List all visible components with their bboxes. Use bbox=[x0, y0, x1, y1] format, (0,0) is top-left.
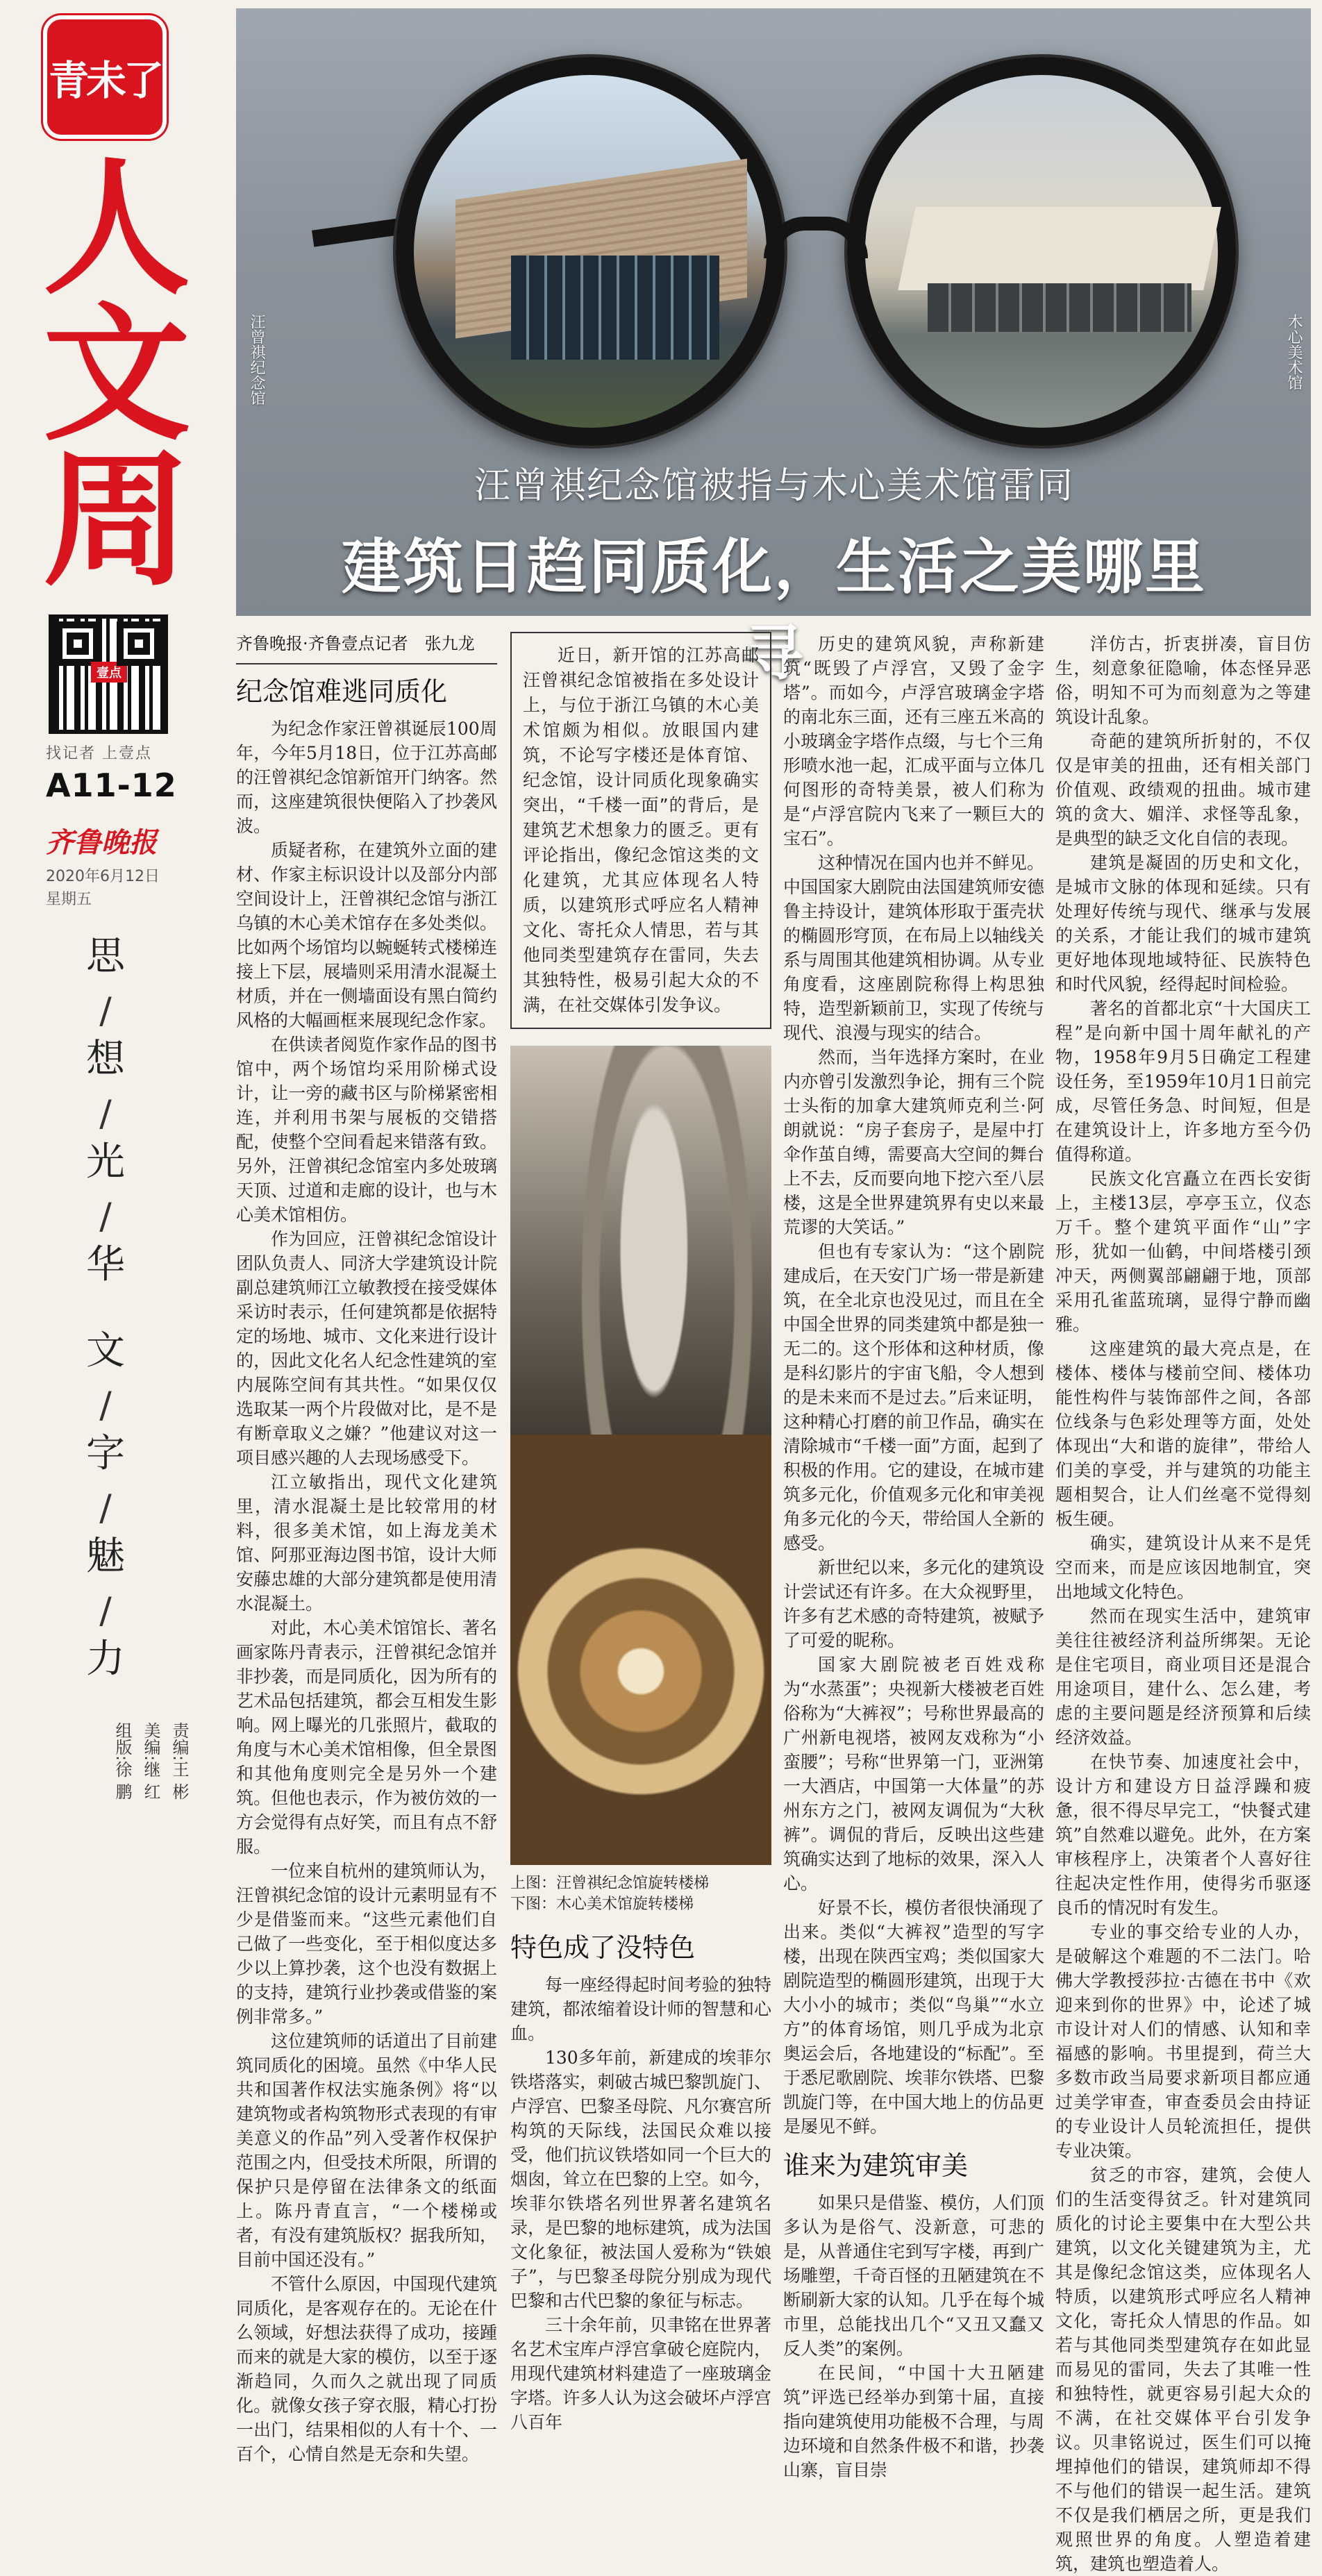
slogan-divider: / bbox=[99, 1385, 112, 1426]
paragraph: 洋仿古，折衷拼凑，盲目仿生，刻意象征隐喻，体态怪异恶俗，明知不可为而刻意为之等建筑设计乱象。 bbox=[1055, 634, 1311, 727]
paragraph: 在民间，“中国十大丑陋建筑”评选已经举办到第十届，直接指向建筑使用功能极不合理，与周边环境和自然条件极不和谐，抄袭山寨，盲目崇 bbox=[783, 2363, 1044, 2480]
paragraph: 质疑者称，在建筑外立面的建材、作家主标识设计以及部分内部空间设计上，汪曾祺纪念馆与浙江乌镇的木心美术馆存在多处类似。比如两个场馆均以蜿蜒转式楼梯连接上下层，展墙则采用清水混凝土材质，并在一侧墙面设有黑白简约风格的大幅画框来展现纪念作家。 bbox=[236, 840, 497, 1030]
art-museum-windows bbox=[928, 283, 1191, 332]
qr-code[interactable] bbox=[49, 614, 168, 734]
paper-name: 齐鲁晚报 bbox=[46, 826, 157, 859]
paragraph: 如果只是借鉴、模仿，人们顶多认为是俗气、没新意，可悲的是，从普通住宅到写字楼，再到广场雕塑，千奇百怪的丑陋建筑在不断刷新大家的认知。几乎在每个城市里，总能找出几个“又丑又蠢又反人类”的案例。 bbox=[783, 2193, 1044, 2359]
qr-badge: 壹点 bbox=[91, 662, 127, 683]
editor-credits bbox=[112, 1722, 192, 1800]
masthead-title-char: 周 bbox=[43, 435, 190, 606]
slogan-char: 力 bbox=[86, 1637, 125, 1682]
brand-logo: 青未了 bbox=[43, 15, 167, 139]
photo-caption bbox=[510, 1873, 771, 1915]
paragraph: 然而，当年选择方案时，在业内亦曾引发激烈争论，拥有三个院士头衔的加拿大建筑师克利兰·阿朗就说：“房子套房子，是屋中打伞作茧自缚，需要高大空间的舞台上不去，反而要向地下挖六至八层楼，这是全世界建筑界有史以来最荒谬的大笑话。” bbox=[783, 1047, 1044, 1237]
paragraph: 著名的首都北京“十大国庆工程”是向新中国十周年献礼的产物，1958年9月5日确定工程建设任务，至1959年10月1日前完成，尽管任务急、时间短，但是在建筑设计上，许多地方至今仍值得称道。 bbox=[1055, 998, 1311, 1164]
article-column-3 bbox=[783, 632, 1044, 2482]
issue-weekday: 星期五 bbox=[46, 891, 92, 908]
paragraph: 建筑是凝固的历史和文化，是城市文脉的体现和延续。只有处理好传统与现代、继承与发展的关系，才能让我们的城市建筑更好地体现地域特征、民族特色和时代风貌，经得起时间检验。 bbox=[1055, 853, 1311, 994]
page-range: A11-12 bbox=[46, 767, 177, 804]
paragraph: 然而在现实生活中，建筑审美往往被经济利益所绑架。无论是住宅项目，商业项目还是混合用途项目，建什么、怎么建，考虑的主要问题是经济预算和后续经济效益。 bbox=[1055, 1606, 1311, 1748]
slogan-char: 思 bbox=[86, 934, 125, 979]
editor-credit: 美编:继 红 bbox=[141, 1722, 160, 1800]
slogan-divider: / bbox=[99, 1196, 112, 1237]
slogan-char: 光 bbox=[86, 1139, 125, 1185]
section-heading: 谁来为建筑审美 bbox=[783, 2150, 969, 2181]
editor-credit: 组版:徐 鹏 bbox=[112, 1722, 132, 1800]
paragraph: 在快节奏、加速度社会中，设计方和建设方日益浮躁和疲惫，很不得尽早完工，“快餐式建筑”自然难以避免。此外，在方案审核程序上，决策者个人喜好往往起决定性作用，使得劣币驱逐良币的情况时有发生。 bbox=[1055, 1752, 1311, 1918]
paragraph: 作为回应，汪曾祺纪念馆设计团队负责人、同济大学建筑设计院副总建筑师江立敏教授在接受媒体采访时表示，任何建筑都是依据特定的场地、城市、文化来进行设计的，因此文化名人纪念性建筑的室内展陈空间有其共性。“如果仅仅选取某一两个片段做对比，是不是有断章取义之嫌？”他建议对这一项目感兴趣的人去现场感受下。 bbox=[236, 1229, 497, 1468]
paragraph: 江立敏指出，现代文化建筑里，清水混凝土是比较常用的材料，很多美术馆，如上海龙美术馆、阿那亚海边图书馆，设计大师安藤忠雄的大部分建筑都是使用清水混凝土。 bbox=[236, 1472, 497, 1614]
byline: 齐鲁晚报·齐鲁壹点记者 张九龙 bbox=[236, 632, 497, 664]
paragraph: 每一座经得起时间考验的独特建筑，都浓缩着设计师的智慧和心血。 bbox=[510, 1975, 771, 2043]
staircase-photo bbox=[510, 1046, 771, 1865]
editor-credit: 责编:王 彬 bbox=[169, 1722, 189, 1800]
paragraph: 130多年前，新建成的埃菲尔铁塔落实，刺破古城巴黎凯旋门、卢浮宫、巴黎圣母院、凡尔赛宫所构筑的天际线，法国民众难以接受，他们抗议铁塔如同一个巨大的烟囱，耸立在巴黎的上空。如今，埃菲尔铁塔名列世界著名建筑名录，是巴黎的地标建筑，成为法国文化象征，被法国人爱称为“铁娘子”，与巴黎圣母院分别成为现代巴黎和古代巴黎的象征与标志。 bbox=[510, 2048, 771, 2311]
paragraph: 奇葩的建筑所折射的，不仅仅是审美的扭曲，还有相关部门价值观、政绩观的扭曲。城市建筑的贪大、媚洋、求怪等乱象，是典型的缺乏文化自信的表现。 bbox=[1055, 731, 1311, 848]
paragraph: 确实，建筑设计从来不是凭空而来，而是应该因地制宜，突出地域文化特色。 bbox=[1055, 1533, 1311, 1602]
photo-caption-top: 上图：汪曾祺纪念馆旋转楼梯 bbox=[510, 1875, 710, 1892]
paragraph: 新世纪以来，多元化的建筑设计尝试还有许多。在大众视野里，许多有艺术感的奇特建筑，被赋予了可爱的昵称。 bbox=[783, 1557, 1044, 1650]
article-column-1 bbox=[236, 632, 497, 2466]
art-museum-roof bbox=[898, 207, 1221, 290]
staircase-photo-bottom bbox=[510, 1435, 771, 1865]
paragraph: 不管什么原因，中国现代建筑同质化，是客观存在的。无论在什么领域，好想法获得了成功，接踵而来的就是大家的模仿，以至于逐渐趋同，久而久之就出现了同质化。就像女孩子穿衣服，精心打扮一出门，结果相似的人有十个、一百个，心情自然是无奈和失望。 bbox=[236, 2274, 497, 2464]
slogan-char: 魅 bbox=[86, 1534, 125, 1579]
article-column-4 bbox=[1055, 632, 1311, 2576]
paragraph: 在供读者阅览作家作品的图书馆中，两个场馆均采用阶梯式设计，让一旁的藏书区与阶梯紧密相连，并利用书架与展板的交错搭配，使整个空间看起来错落有致。另外，汪曾祺纪念馆室内多处玻璃天顶、过道和走廊的设计，也与木心美术馆相仿。 bbox=[236, 1035, 497, 1225]
masthead-title-char: 文 bbox=[43, 289, 190, 460]
lead-summary-box bbox=[510, 632, 771, 1029]
masthead bbox=[0, 0, 222, 2128]
paragraph: 这位建筑师的话道出了目前建筑同质化的困境。虽然《中华人民共和国著作权法实施条例》将“以建筑物或者构筑物形式表现的有审美意义的作品”列入受著作权保护范围之内，但受技术所限，所谓的保护只是停留在法律条文的纸面上。陈丹青直言，“一个楼梯或者，有没有建筑版权？据我所知，目前中国还没有。” bbox=[236, 2031, 497, 2270]
paragraph: 这座建筑的最大亮点是，在楼体、楼体与楼前空间、楼体功能性构件与装饰部件之间，各部位线条与色彩处理等方面，处处体现出“大和谐的旋律”，带给人们美的享受，并与建筑的功能主题相契合，让人们丝毫不觉得刻板生硬。 bbox=[1055, 1339, 1311, 1529]
paragraph: 对此，木心美术馆馆长、著名画家陈丹青表示，汪曾祺纪念馆并非抄袭，而是同质化，因为所有的艺术品包括建筑，都会互相发生影响。网上曝光的几张照片，截取的角度与木心美术馆相像，但全景图和其他角度则完全是另外一个建筑。但他也表示，作为被仿效的一方会觉得有点好笑，而且有点不舒服。 bbox=[236, 1618, 497, 1857]
slogan-divider: / bbox=[99, 1590, 112, 1632]
hero-label-left: 汪曾祺纪念馆 bbox=[248, 314, 265, 405]
paragraph: 一位来自杭州的建筑师认为，汪曾祺纪念馆的设计元素明显有不少是借鉴而来。“这些元素他们自己做了一些变化，至于相似度达多少以上算抄袭，这个也没有数据上的支持，建筑行业抄袭或借鉴的案例非常多。” bbox=[236, 1861, 497, 2027]
paragraph: 但也有专家认为：“这个剧院建成后，在天安门广场一带是新建筑，在全北京也没见过，而且在全中国全世界的同类建筑中都是独一无二的。这个形体和这种材质，像是科幻影片的宇宙飞船，令人想到的是未来而不是过去。”后来证明，这种精心打磨的前卫作品，确实在清除城市“千楼一面”方面，起到了积极的作用。它的建设，在城市建筑多元化，价值观多元化和审美视角多元化的今天，带给国人全新的感受。 bbox=[783, 1241, 1044, 1553]
slogan-divider: / bbox=[99, 1487, 112, 1529]
masthead-title-char: 人 bbox=[43, 143, 190, 315]
paragraph: 三十余年前，贝聿铭在世界著名艺术宝库卢浮宫拿破仑庭院内，用现代建筑材料建造了一座玻璃金字塔。许多人认为这会破坏卢浮宫八百年 bbox=[510, 2315, 771, 2432]
slogan-divider: / bbox=[99, 1093, 112, 1135]
paragraph: 贫乏的市容，建筑，会使人们的生活变得贫乏。针对建筑同质化的讨论主要集中在大型公共建筑，以文化关键建筑为主，尤其是像纪念馆这类，应体现名人特质，以建筑形式呼应名人精神文化，寄托众人情思的作品。如若与其他同类型建筑存在如此显而易见的雷同，失去了其唯一性和独特性，就更容易引起大众的不满，在社交媒体平台引发争议。贝聿铭说过，医生们可以掩埋掉他们的错误，建筑师却不得不与他们的错误一起生活。建筑不仅是我们栖居之所，更是我们观照世界的角度。人塑造着建筑，建筑也塑造着人。 bbox=[1055, 2165, 1311, 2574]
slogan-divider: / bbox=[99, 990, 112, 1032]
issue-date: 2020年6月12日 bbox=[46, 868, 160, 885]
paragraph: 国家大剧院被老百姓戏称为“水蒸蛋”；央视新大楼被老百姓俗称为“大裤衩”；号称世界最高的广州新电视塔，被网友戏称为“小蛮腰”；号称“世界第一门，亚洲第一大酒店，中国第一大体量”的苏州东方之门，被网友调侃为“大秋裤”。调侃的背后，反映出这些建筑确实达到了地标的效果，深入人心。 bbox=[783, 1655, 1044, 1893]
slogan-char: 字 bbox=[86, 1431, 125, 1476]
article-title: 建筑日趋同质化，生活之美哪里寻 bbox=[342, 533, 1207, 688]
slogan-char: 想 bbox=[86, 1037, 125, 1082]
section-heading: 纪念馆难逃同质化 bbox=[236, 676, 448, 707]
paragraph: 民族文化宫矗立在西长安街上，主楼13层，亭亭玉立，仪态万千。整个建筑平面作“山”字形，犹如一仙鹤，中间塔楼引颈冲天，两侧翼部翩翩于地，顶部采用孔雀蓝琉璃，显得宁静而幽雅。 bbox=[1055, 1169, 1311, 1335]
section-heading: 特色成了没特色 bbox=[510, 1932, 696, 1963]
hero-label-right: 木心美术馆 bbox=[1285, 314, 1303, 390]
article-column-2 bbox=[510, 632, 771, 2434]
paragraph: 这种情况在国内也并不鲜见。中国国家大剧院由法国建筑师安德鲁主持设计，建筑体形取于蛋壳状的椭圆形穹顶，在布局上以轴线关系与周围其他建筑相协调。从专业角度看，这座剧院称得上构思独特，造型新颖前卫，实现了传统与现代、浪漫与现实的结合。 bbox=[783, 853, 1044, 1043]
paragraph: 历史的建筑风貌，声称新建筑“既毁了卢浮宫，又毁了金字塔”。而如今，卢浮宫玻璃金字塔的南北东三面，还有三座五米高的小玻璃金字塔作点缀，与七个三角形喷水池一起，汇成平面与立体几何图形的奇特美景，被人们称为是“卢浮宫院内飞来了一颗巨大的宝石”。 bbox=[783, 634, 1044, 848]
qr-caption: 找记者 上壹点 bbox=[46, 745, 152, 762]
column-slogan bbox=[78, 934, 133, 1684]
slogan-char: 华 bbox=[86, 1242, 125, 1287]
article-subtitle: 汪曾祺纪念馆被指与木心美术馆雷同 bbox=[474, 465, 1074, 507]
paragraph: 为纪念作家汪曾祺诞辰100周年，今年5月18日，位于江苏高邮的汪曾祺纪念馆新馆开门纳客。然而，这座建筑很快便陷入了抄袭风波。 bbox=[236, 719, 497, 836]
slogan-char: 文 bbox=[86, 1328, 125, 1373]
glasses-lens-right bbox=[847, 57, 1236, 446]
lead-text: 近日，新开馆的江苏高邮汪曾祺纪念馆被指在多处设计上，与位于浙江乌镇的木心美术馆颇为相似。放眼国内建筑，不论写字楼还是体育馆、纪念馆，设计同质化现象确实突出，“千楼一面”的背后，是建筑艺术想象力的匮乏。更有评论指出，像纪念馆这类的文化建筑，尤其应体现名人特质，以建筑形式呼应名人精神文化、寄托众人情思，若与其他同类型建筑存在雷同，失去其独特性，极易引起大众的不满，在社交媒体引发争议。 bbox=[523, 645, 759, 1015]
photo-caption-bottom: 下图：木心美术馆旋转楼梯 bbox=[510, 1896, 694, 1913]
paragraph: 专业的事交给专业的人办，是破解这个难题的不二法门。哈佛大学教授莎拉·古德在书中《欢迎来到你的世界》中，论述了城市设计对人们的情感、认知和幸福感的影响。书里提到，荷兰大多数市政当局要求新项目都应通过美学审查，审查委员会由持证的专业设计人员轮流担任，提供专业决策。 bbox=[1055, 1922, 1311, 2161]
museum-glass-wall bbox=[511, 256, 719, 360]
glasses-lens-left bbox=[396, 57, 785, 446]
paragraph: 好景不长，模仿者很快涌现了出来。类似“大裤衩”造型的写字楼，出现在陕西宝鸡；类似国家大剧院造型的椭圆形建筑，出现于大大小小的城市；类似“鸟巢”“水立方”的体育场馆，则几乎成为北京奥运会后，各地建设的“标配”。至于悉尼歌剧院、埃菲尔铁塔、巴黎凯旋门等，在中国大地上的仿品更是屡见不鲜。 bbox=[783, 1898, 1044, 2136]
